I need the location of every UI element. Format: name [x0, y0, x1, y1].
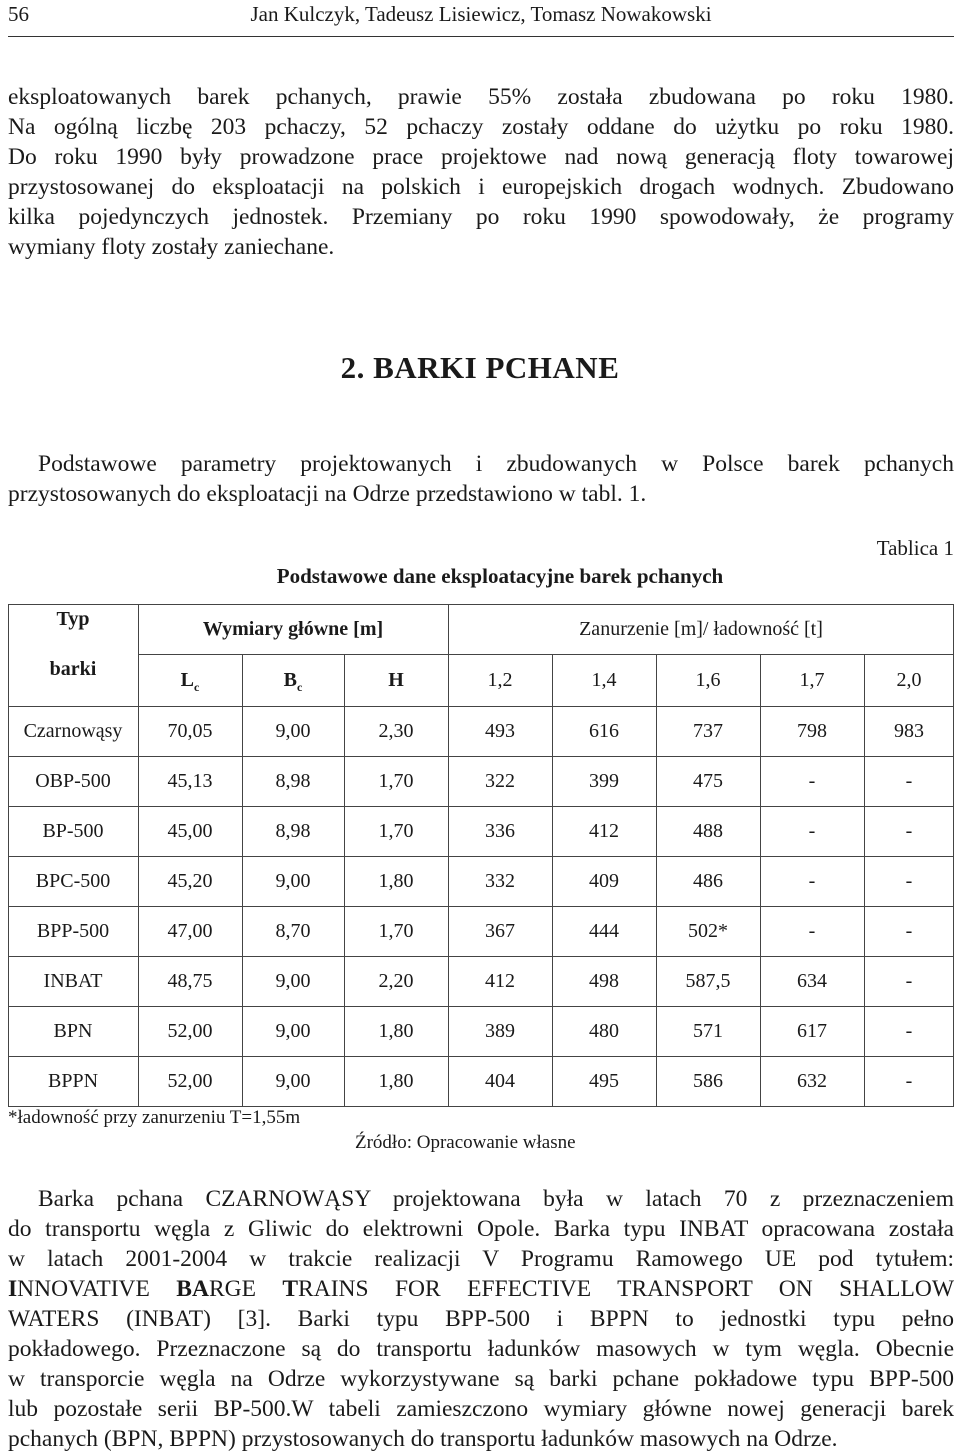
- table-cell: 632: [797, 1070, 827, 1092]
- col-header-lc: $L_c$: [180, 669, 200, 694]
- intro-line: przystosowanej do eksploatacji na polskich i europejskich drogach wodnych. Zbudowano: [8, 174, 954, 200]
- table-cell: 798: [797, 720, 827, 742]
- table-cell: 9,00: [275, 1020, 311, 1042]
- table-cell: 475: [693, 770, 723, 792]
- row-type-cell: BP-500: [42, 820, 104, 842]
- row-type-cell: OBP-500: [35, 770, 111, 792]
- table-cell: 9,00: [275, 720, 311, 742]
- table-title: Podstawowe dane eksploatacyjne barek pchanych: [276, 564, 724, 588]
- table-cell: 488: [693, 820, 723, 842]
- lead-line: Podstawowe parametry projektowanych i zbudowanych w Polsce barek pchanych: [38, 451, 954, 477]
- table-cell: 502*: [688, 920, 728, 942]
- table-cell: 8,98: [275, 820, 311, 842]
- col-header-draft: 1,4: [591, 669, 617, 691]
- table-cell: 336: [485, 820, 515, 842]
- body-line: INNOVATIVE BARGE TRAINS FOR EFFECTIVE TRANSPORT ON SHALLOW: [8, 1276, 954, 1302]
- table-source: Źródło: Opracowanie własne: [355, 1132, 576, 1153]
- table-cell: 498: [589, 970, 619, 992]
- table-cell: -: [905, 1070, 913, 1092]
- body-line: w transporcie węgla na Odrze wykorzystywane są barki pchane pokładowe typu BPP-500: [8, 1366, 954, 1392]
- table-cell: 45,00: [167, 820, 213, 842]
- table-cell: 399: [589, 770, 619, 792]
- lead-paragraph: [8, 449, 954, 509]
- table-cell: 1,80: [378, 1020, 414, 1042]
- table-cell: 52,00: [167, 1070, 213, 1092]
- table-cell: 1,80: [378, 870, 414, 892]
- table-cell: -: [808, 770, 816, 792]
- table-cell: 616: [589, 720, 619, 742]
- table-cell: 404: [485, 1070, 515, 1092]
- intro-paragraph: [8, 82, 954, 262]
- intro-line: Na ogólną liczbę 203 pchaczy, 52 pchaczy zostały oddane do użytku po roku 1980.: [8, 114, 954, 140]
- table-footnote: *ładowność przy zanurzeniu T=1,55m: [8, 1107, 301, 1128]
- row-type-cell: BPC-500: [35, 870, 111, 892]
- col-header-typ: Typ: [56, 608, 90, 630]
- table-cell: 8,70: [275, 920, 311, 942]
- table-cell: 389: [485, 1020, 515, 1042]
- col-header-barki: barki: [49, 658, 97, 680]
- table-cell: 1,70: [378, 770, 414, 792]
- body-line: WATERS (INBAT) [3]. Barki typu BPP-500 i BPPN to jednostki typu pełno: [8, 1306, 954, 1332]
- table-cell: 2,20: [378, 970, 414, 992]
- table-cell: 9,00: [275, 1070, 311, 1092]
- row-type-cell: BPP-500: [36, 920, 110, 942]
- table-cell: 486: [693, 870, 723, 892]
- table-cell: -: [905, 820, 913, 842]
- table-cell: 737: [693, 720, 723, 742]
- table-cell: 571: [693, 1020, 723, 1042]
- table-cell: 9,00: [275, 870, 311, 892]
- row-type-cell: Czarnowąsy: [23, 720, 123, 742]
- table-cell: 47,00: [167, 920, 213, 942]
- col-header-draft: 1,2: [487, 669, 513, 691]
- table-cell: -: [905, 870, 913, 892]
- body-line: do transportu węgla z Gliwic do elektrowni Opole. Barka typu INBAT opracowana została: [8, 1216, 954, 1242]
- table-cell: 1,70: [378, 920, 414, 942]
- table-cell: 493: [485, 720, 515, 742]
- lead-line: przystosowanych do eksploatacji na Odrze przedstawiono w tabl. 1.: [8, 481, 647, 507]
- col-group-dimensions: Wymiary główne [m]: [202, 618, 384, 640]
- table-cell: 9,00: [275, 970, 311, 992]
- table-cell: 412: [589, 820, 619, 842]
- body-line: Barka pchana CZARNOWĄSY projektowana była w latach 70 z przeznaczeniem: [38, 1186, 954, 1212]
- table-cell: 45,20: [167, 870, 213, 892]
- table-label: Tablica 1: [876, 536, 954, 560]
- table-cell: 409: [589, 870, 619, 892]
- table-cell: 2,30: [378, 720, 414, 742]
- table-cell: 617: [797, 1020, 827, 1042]
- table-cell: 480: [589, 1020, 619, 1042]
- body-line: w latach 2001-2004 w trakcie realizacji V Programu Ramowego UE pod tytułem:: [8, 1246, 954, 1272]
- table-cell: 983: [894, 720, 924, 742]
- table-cell: 52,00: [167, 1020, 213, 1042]
- row-type-cell: BPPN: [47, 1070, 99, 1092]
- table-cell: -: [905, 770, 913, 792]
- table-cell: 332: [485, 870, 515, 892]
- table-cell: 444: [589, 920, 619, 942]
- table-cell: -: [905, 920, 913, 942]
- header-authors: Jan Kulczyk, Tadeusz Lisiewicz, Tomasz Nowakowski: [250, 2, 712, 26]
- table-cell: 412: [485, 970, 515, 992]
- row-type-cell: INBAT: [43, 970, 103, 992]
- table-cell: -: [905, 970, 913, 992]
- table-cell: 8,98: [275, 770, 311, 792]
- col-header-draft: 2,0: [896, 669, 922, 691]
- table-cell: -: [808, 870, 816, 892]
- col-group-draft-capacity: Zanurzenie [m]/ ładowność [t]: [579, 618, 823, 640]
- intro-line: eksploatowanych barek pchanych, prawie 55% została zbudowana po roku 1980.: [8, 84, 954, 110]
- col-header-draft: 1,6: [695, 669, 721, 691]
- table-cell: 586: [693, 1070, 723, 1092]
- table-cell: 45,13: [167, 770, 213, 792]
- body-paragraph: [8, 1184, 954, 1454]
- col-header-h: H: [388, 669, 404, 691]
- table-cell: 322: [485, 770, 515, 792]
- intro-line: Do roku 1990 były prowadzone prace projektowe nad nową generacją floty towarowej: [8, 144, 954, 170]
- table-cell: 495: [589, 1070, 619, 1092]
- page-number: 56: [8, 2, 29, 26]
- body-line: pchanych (BPN, BPPN) przystosowanych do transportu ładunków masowych na Odrze.: [8, 1426, 838, 1452]
- col-header-draft: 1,7: [799, 669, 825, 691]
- body-line: lub pozostałe serii BP-500.W tabeli zamieszczono wymiary główne nowej generacji barek: [8, 1396, 954, 1422]
- table-cell: 1,70: [378, 820, 414, 842]
- header-rule: [8, 36, 954, 37]
- intro-line: kilka pojedynczych jednostek. Przemiany po roku 1990 spowodowały, że programy: [8, 204, 954, 230]
- table-cell: -: [905, 1020, 913, 1042]
- section-heading: 2. BARKI PCHANE: [340, 350, 620, 385]
- table-cell: 367: [485, 920, 515, 942]
- table-cell: 587,5: [685, 970, 731, 992]
- table-cell: 48,75: [167, 970, 213, 992]
- table-cell: 634: [797, 970, 827, 992]
- table-cell: -: [808, 820, 816, 842]
- table-cell: 70,05: [167, 720, 213, 742]
- col-header-bc: $B_c$: [283, 669, 303, 694]
- table-cell: -: [808, 920, 816, 942]
- table-cell: 1,80: [378, 1070, 414, 1092]
- row-type-cell: BPN: [53, 1020, 93, 1042]
- intro-line: wymiany floty zostały zaniechane.: [8, 234, 335, 260]
- body-line: pokładowego. Przeznaczone są do transportu ładunków masowych w tym węgla. Obecnie: [8, 1336, 954, 1362]
- running-header: [8, 0, 954, 38]
